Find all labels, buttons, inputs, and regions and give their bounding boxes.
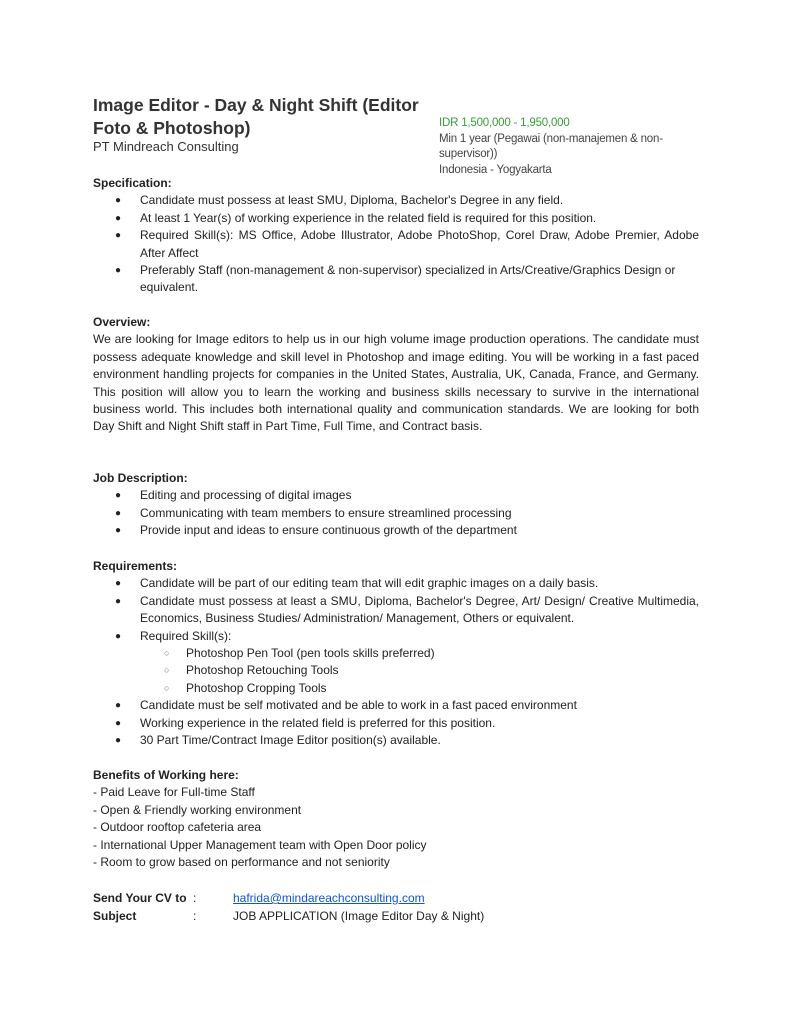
company-name: PT Mindreach Consulting [93, 139, 239, 154]
list-item: ● Required Skill(s): ○ Photoshop Pen Tool (pen tools skills preferred) ○ Photoshop Retouching Tools ○ Photoshop Cropping Tools [93, 628, 699, 698]
benefits-section [93, 767, 699, 871]
specification-heading: Specification: [93, 176, 172, 190]
bullet-icon: ● [115, 265, 122, 277]
benefit-item: - Room to grow based on performance and not seniority [93, 855, 390, 870]
sub-list-item: ○ Photoshop Cropping Tools [140, 680, 699, 697]
circle-bullet-icon: ○ [164, 648, 170, 659]
subject-value: JOB APPLICATION (Image Editor Day & Night) [233, 908, 485, 923]
requirements-section [93, 558, 699, 749]
list-item: ● Required Skill(s): MS Office, Adobe Illustrator, Adobe PhotoShop, Corel Draw, Adobe Premier, Adobe After Affect [115, 228, 699, 260]
benefit-item: - International Upper Management team with Open Door policy [93, 837, 427, 852]
bullet-icon: ● [115, 490, 122, 502]
bullet-icon: ● [115, 230, 122, 242]
subject-label: Subject [93, 908, 137, 923]
experience-level: Min 1 year (Pegawai (non-manajemen & non-supervisor)) [439, 132, 663, 160]
list-item: ● Candidate must possess at least a SMU, Diploma, Bachelor's Degree, Art/ Design/ Creative Multimedia, Economics, Business Studies/ Administration/ Management, Others or equivalent. [115, 593, 699, 626]
email-link[interactable]: hafrida@mindareachconsulting.com [233, 891, 425, 905]
list-item: ● Provide input and ideas to ensure continuous growth of the department [93, 522, 699, 539]
benefits-heading: Benefits of Working here: [93, 768, 239, 782]
circle-bullet-icon: ○ [164, 682, 170, 693]
bullet-icon: ● [115, 212, 122, 224]
bullet-icon: ● [115, 578, 122, 590]
list-item: ● Candidate must possess at least SMU, Diploma, Bachelor's Degree in any field. [93, 192, 699, 209]
sub-list-item: ○ Photoshop Retouching Tools [140, 662, 699, 679]
circle-bullet-icon: ○ [164, 665, 170, 676]
subject-row [93, 908, 484, 926]
benefit-item: - Open & Friendly working environment [93, 802, 302, 817]
job-meta [439, 116, 679, 178]
subject-colon: : [193, 908, 197, 923]
cv-colon: : [193, 891, 197, 905]
specification-section [93, 175, 699, 297]
bullet-icon: ● [115, 507, 122, 519]
overview-text: We are looking for Image editors to help us in our high volume image production operations. The candidate must possess adequate knowledge and skill level in Photoshop and image editing. You will be working in a fast paced environment handling projects for companies in the United States, Australia, UK, Canada, France, and Germany. This position will allow you to learn the working and business skills necessary to survive in the international business world. This includes both international quality and communication standards. We are looking for both Day Shift and Night Shift staff in Part Time, Full Time, and Contract basis. [93, 332, 699, 434]
bullet-icon: ● [115, 717, 122, 729]
bullet-icon: ● [115, 735, 122, 747]
overview-section [93, 314, 699, 436]
salary-range: IDR 1,500,000 - 1,950,000 [439, 117, 570, 129]
list-item: ● Communicating with team members to ensure streamlined processing [93, 505, 699, 522]
list-item: ● Working experience in the related field is preferred for this position. [93, 715, 699, 732]
overview-heading: Overview: [93, 315, 151, 329]
bullet-icon: ● [115, 525, 122, 537]
benefit-item: - Paid Leave for Full-time Staff [93, 785, 255, 800]
list-item: ● Candidate will be part of our editing team that will edit graphic images on a daily basis. [93, 575, 699, 592]
bullet-icon: ● [115, 700, 122, 712]
bullet-icon: ● [115, 595, 122, 607]
list-item: ● Preferably Staff (non-management & non-supervisor) specialized in Arts/Creative/Graphics Design or equivalent. [115, 263, 676, 295]
benefit-item: - Outdoor rooftop cafeteria area [93, 820, 262, 835]
contact-section [93, 890, 484, 925]
job-title: Image Editor - Day & Night Shift (Editor Foto & Photoshop) [93, 95, 419, 138]
list-item: ● At least 1 Year(s) of working experience in the related field is required for this position. [93, 210, 699, 227]
cv-row [93, 890, 484, 908]
job-description-section [93, 470, 699, 540]
list-item: ● Editing and processing of digital images [93, 487, 699, 504]
job-location: Indonesia - Yogyakarta [439, 163, 552, 176]
cv-label: Send Your CV to [93, 891, 187, 905]
list-item: ● 30 Part Time/Contract Image Editor position(s) available. [93, 732, 699, 749]
bullet-icon: ● [115, 630, 122, 642]
list-item: ● Candidate must be self motivated and be able to work in a fast paced environment [93, 697, 699, 714]
sub-list-item: ○ Photoshop Pen Tool (pen tools skills preferred) [140, 645, 699, 662]
bullet-icon: ● [115, 195, 122, 207]
job-description-heading: Job Description: [93, 471, 188, 485]
requirements-heading: Requirements: [93, 559, 178, 573]
skills-sublist [140, 645, 699, 697]
